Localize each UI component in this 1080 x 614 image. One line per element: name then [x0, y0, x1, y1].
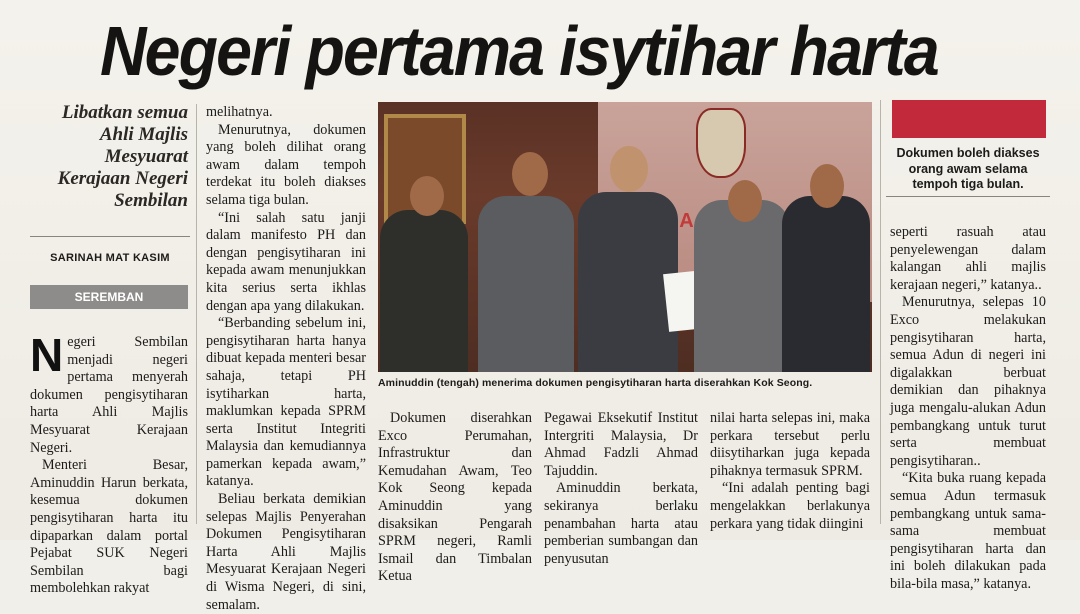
divider [886, 196, 1050, 197]
article-column-6 [890, 224, 1046, 593]
column-rule [196, 104, 197, 524]
article-column-5 [710, 410, 870, 533]
article-column-4 [544, 410, 698, 568]
article-column-3 [378, 410, 532, 586]
byline: SARINAH MAT KASIM [50, 252, 170, 264]
person-grey-suit [478, 196, 574, 372]
article-column-2 [206, 104, 366, 614]
paragraph: Pegawai Eksekutif Institut Intergriti Malaysia, Dr Ahmad Fadzli Ahmad Tajuddin. [544, 410, 698, 479]
paragraph: nilai harta selepas ini, maka perkara tersebut perlu diisytiharkan juga kepada pihaknya termasuk SPRM. [710, 410, 870, 479]
dateline-badge: SEREMBAN [30, 285, 188, 309]
state-crest-icon [696, 108, 746, 178]
person-head [610, 146, 648, 192]
paragraph: egeri Sembilan menjadi negeri pertama menyerah dokumen pengisytiharan harta Ahli Majlis Mesyuarat Kerajaan Negeri. [30, 334, 188, 456]
person-head [410, 176, 444, 216]
paragraph: Aminuddin berkata, sekiranya berlaku penambahan harta atau pemberian sumbangan dan penyusutan [544, 480, 698, 567]
paragraph: “Ini salah satu janji dalam manifesto PH dan dengan pengisytiharan ini kepada awam menunjukkan kita serius serta ikhlas dengan apa yang dilakukan. [206, 209, 366, 314]
divider [30, 236, 190, 237]
person-head [728, 180, 762, 222]
paragraph: Menurutnya, dokumen yang boleh dilihat orang awam dalam tempoh terdekat itu boleh diakses selama tiga bulan. [206, 121, 366, 208]
paragraph: Menurutnya, selepas 10 Exco melakukan pengisytiharan harta, semua Adun di negeri ini digalakkan berbuat demikian dan pihaknya juga mengalu-alukan Adun pembangkang untuk turut serta membuat pengisytiharan.. [890, 294, 1046, 469]
paragraph: melihatnya. [206, 104, 273, 120]
person-head [512, 152, 548, 196]
article-column-1 [30, 329, 188, 598]
paragraph: “Kita buka ruang kepada semua Adun termasuk pembangkang untuk sama-sama membuat pengisytiharan harta dan ini boleh dilakukan pada bila-bila masa,” katanya. [890, 470, 1046, 592]
drop-cap: N [30, 329, 64, 381]
person-right-suit [782, 196, 870, 372]
paragraph: “Ini adalah penting bagi mengelakkan berlakunya perkara yang tidak diingini [710, 480, 870, 532]
person-police-officer [380, 210, 468, 372]
accent-box [892, 100, 1046, 138]
paragraph: seperti rasuah atau penyelewengan dalam kalangan ahli majlis kerajaan negeri,” katanya.. [890, 224, 1046, 293]
paragraph: Beliau berkata demikian selepas Majlis Penyerahan Dokumen Pengisytiharan Harta Ahli Majlis Mesyuarat Kerajaan Negeri di Wisma Negeri, di sini, semalam. [206, 491, 366, 613]
photo-caption: Aminuddin (tengah) menerima dokumen pengisytiharan harta diserahkan Kok Seong. [378, 377, 813, 389]
paragraph: “Berbanding sebelum ini, pengisytiharan harta hanya dibuat kepada menteri besar sahaja, tetapi PH isytiharkan harta, maklumkan kepada SPRM serta Institut Integriti Malaysia dan kemudiannya pamerkan kepada awam,” katanya. [206, 315, 366, 490]
headline: Negeri pertama isytihar harta [100, 12, 938, 90]
paragraph: Menteri Besar, Aminuddin Harun berkata, kesemua dokumen pengisytiharan harta itu dipaparkan dalam portal Pejabat SUK Negeri Sembilan bagi membolehkan rakyat [30, 457, 188, 597]
standfirst: Libatkan semua Ahli Majlis Mesyuarat Kerajaan Negeri Sembilan [57, 102, 188, 211]
news-photo [378, 102, 872, 372]
person-menteri-besar [694, 200, 790, 372]
person-head [810, 164, 844, 208]
pull-quote: Dokumen boleh diakses orang awam selama tempoh tiga bulan. [896, 146, 1040, 191]
column-rule [880, 100, 881, 524]
paragraph: Dokumen diserahkan Exco Perumahan, Infrastruktur dan Kemudahan Awam, Teo Kok Seong kepada Aminuddin yang disaksikan Pengarah SPRM negeri, Ramli Ismail dan Timbalan Ketua [378, 410, 532, 585]
